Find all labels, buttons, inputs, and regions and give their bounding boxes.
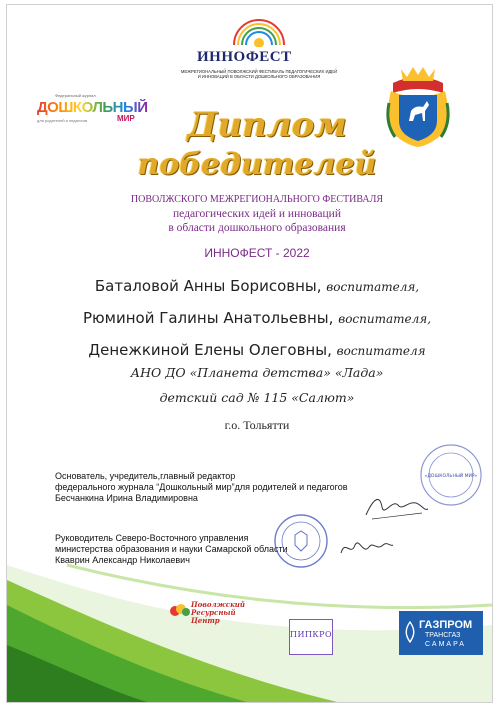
founder-line-3: Бесчанкина Ирина Владимировна [55, 493, 198, 503]
founder-signature-block [55, 471, 348, 504]
festival-line-3: в области дошкольного образования [168, 222, 346, 234]
winner-3 [47, 341, 467, 359]
winner-3-name: Денежкиной Елены Олеговны, [88, 341, 332, 359]
innofest-rainbow-icon [229, 17, 289, 47]
winner-1-name: Баталовой Анны Борисовны, [94, 277, 322, 295]
diploma-page [6, 4, 493, 703]
magazine-logo-tagline: для родителей и педагогов [37, 118, 88, 123]
winner-2 [47, 309, 467, 327]
founder-line-1: Основатель, учредитель,главный редактор [55, 471, 236, 481]
gazprom-name: ГАЗПРОМ [419, 619, 473, 631]
diploma-subtitle: победителей [137, 147, 377, 182]
gazprom-city: САМАРА [425, 641, 466, 648]
festival-year: ИННОФЕСТ - 2022 [204, 246, 310, 260]
magazine-stamp-text: «ДОШКОЛЬНЫЙ МИР» [424, 474, 478, 479]
winner-1-role: воспитателя, [326, 280, 420, 294]
magazine-logo-mir: МИР [117, 114, 135, 123]
head-line-2: министерства образования и науки Самарской области [55, 544, 288, 554]
magazine-logo-word-text: ДОШКОЛЬНЫЙ [37, 99, 148, 116]
festival-line-2: педагогических идей и инноваций [173, 208, 341, 220]
winner-2-role: воспитателя, [338, 312, 432, 326]
resource-center-logo [167, 598, 247, 624]
winner-3-role: воспитателя [336, 344, 426, 358]
head-signature-block [55, 533, 288, 566]
organization-line-2: детский сад № 115 «Салют» [159, 390, 355, 405]
festival-line-1: ПОВОЛЖСКОГО МЕЖРЕГИОНАЛЬНОГО ФЕСТИВАЛЯ [130, 194, 384, 205]
pipkro-logo [289, 619, 333, 655]
diploma-title: Диплом [187, 105, 347, 145]
head-line-3: Кваврин Александр Николаевич [55, 555, 190, 565]
gazprom-sub: ТРАНСГАЗ [425, 632, 461, 639]
organization-line-1: АНО ДО «Планета детства» «Лада» [130, 365, 384, 380]
organization-city: г.о. Тольятти [224, 418, 290, 432]
samara-coat-of-arms-icon [385, 63, 451, 149]
innofest-logo-subtitle: МЕЖРЕГИОНАЛЬНЫЙ ПОВОЛЖСКИЙ ФЕСТИВАЛЬ ПЕДАГОГИЧЕСКИХ ИДЕЙ И ИННОВАЦИЙ В ОБЛАСТИ ДОШКОЛЬНОГО ОБРАЗОВАНИЯ [180, 69, 338, 79]
founder-handwritten-signature [362, 489, 432, 525]
resource-center-icon [169, 602, 191, 620]
pipkro-text: ПИПКРО [290, 630, 333, 639]
winner-1 [47, 277, 467, 295]
resource-center-text: Поволжский Ресурсный Центр [191, 600, 245, 625]
gazprom-flame-icon [403, 621, 417, 643]
founder-line-2: федерального журнала “Дошкольный мир”для родителей и педагогов [55, 482, 348, 492]
winner-2-name: Рюминой Галины Анатольевны, [82, 309, 334, 327]
government-seal [273, 513, 329, 569]
magazine-logo-caption: Федеральный журнал [55, 93, 96, 98]
head-handwritten-signature [337, 533, 397, 563]
head-line-1: Руководитель Северо-Восточного управления [55, 533, 249, 543]
gazprom-logo [399, 611, 483, 655]
innofest-logo-title: ИННОФЕСТ [197, 49, 292, 65]
